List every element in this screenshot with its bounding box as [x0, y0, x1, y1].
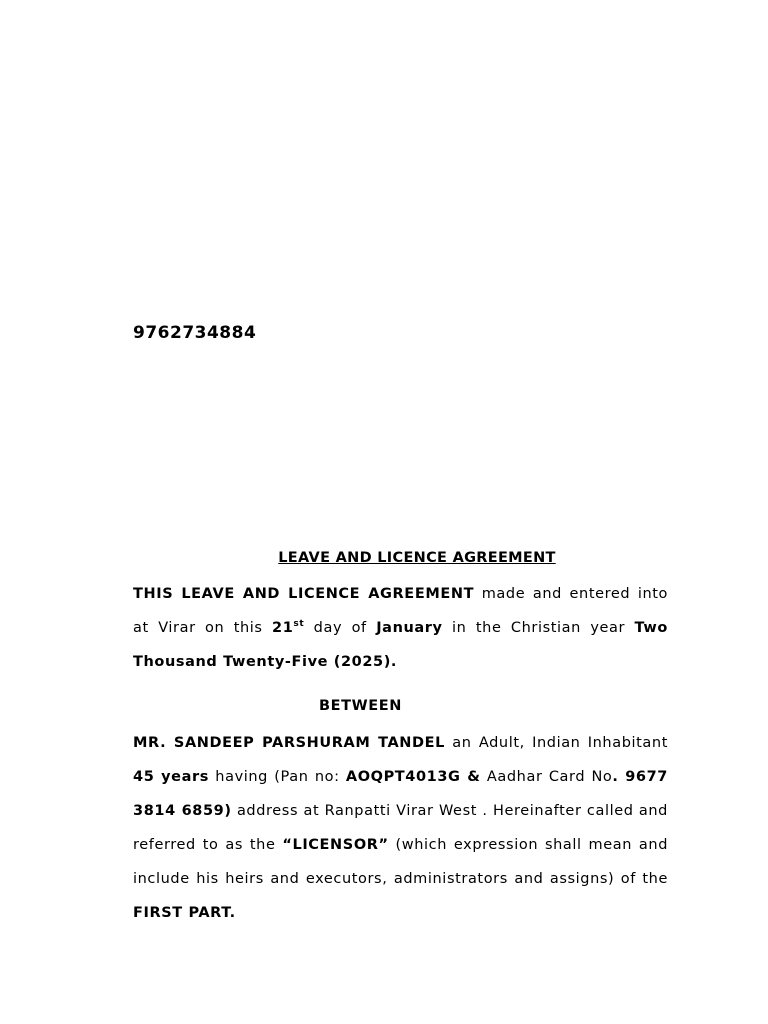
between-heading: BETWEEN	[319, 698, 402, 714]
licensor-aadhar: . 9677 3814 6859)	[133, 769, 668, 819]
licensor-role: “LICENSOR”	[282, 837, 389, 853]
licensor-part: FIRST PART.	[133, 905, 236, 921]
intro-paragraph	[133, 577, 668, 679]
intro-year: Two Thousand Twenty-Five (2025).	[133, 620, 668, 670]
licensor-text-1: an Adult, Indian Inhabitant	[444, 735, 668, 751]
intro-month: January	[376, 620, 443, 636]
licensor-pan: AOQPT4013G &	[345, 769, 481, 785]
intro-text-2: day of	[304, 620, 377, 636]
intro-day-suffix: st	[293, 619, 305, 630]
licensor-name: MR. SANDEEP PARSHURAM TANDEL	[133, 735, 445, 751]
intro-lead: THIS LEAVE AND LICENCE AGREEMENT	[133, 586, 475, 602]
phone-number: 9762734884	[133, 323, 257, 343]
licensor-age: 45 years	[133, 769, 209, 785]
licensor-text-3: Aadhar Card No	[480, 769, 613, 785]
intro-text-3: in the Christian year	[442, 620, 635, 636]
licensor-paragraph	[133, 726, 668, 930]
intro-text-1: made and entered into at Virar on this	[133, 586, 669, 636]
intro-day: 21	[272, 620, 294, 636]
licensor-text-2: having (Pan no:	[208, 769, 346, 785]
agreement-title: LEAVE AND LICENCE AGREEMENT	[278, 550, 556, 566]
licensor-text-5: (which expression shall mean and include his heirs and executors, administrators and assigns) of the	[133, 837, 668, 887]
licensor-text-4: address at Ranpatti Virar West . Hereinafter called and referred to as the	[133, 803, 668, 853]
